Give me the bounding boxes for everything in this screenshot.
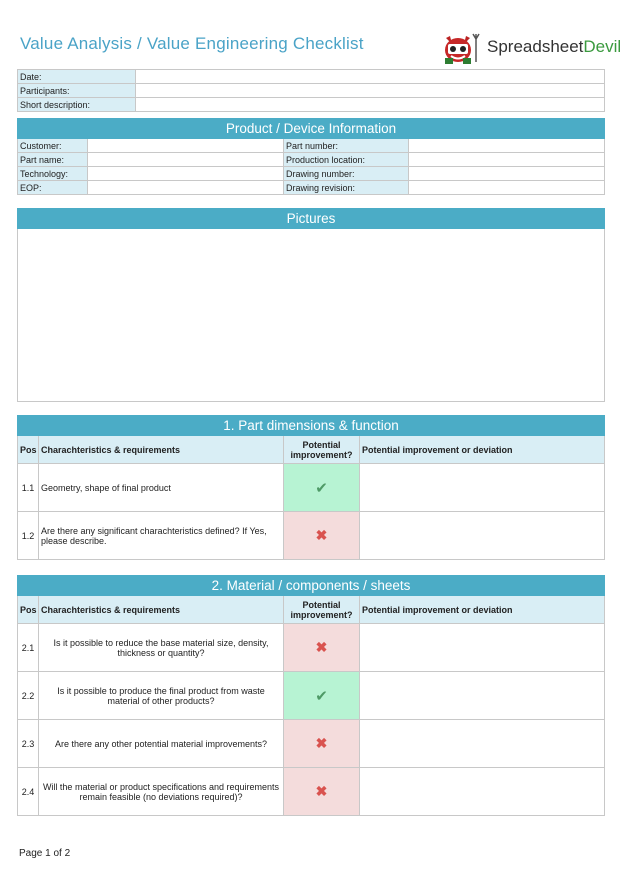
production-location-field[interactable] — [409, 153, 605, 167]
row-question: Is it possible to produce the final product from waste material of other products? — [39, 672, 284, 720]
logo-text — [487, 37, 621, 57]
devil-mascot-icon — [440, 30, 484, 66]
eop-field[interactable] — [88, 181, 284, 195]
section2-header: 2. Material / components / sheets — [18, 576, 605, 596]
drawing-revision-label: Drawing revision: — [284, 181, 409, 195]
row-question: Are there any other potential material improvements? — [39, 720, 284, 768]
logo-text-accent: Devil — [583, 37, 622, 56]
section1-header: 1. Part dimensions & function — [18, 416, 605, 436]
improvement-status-cell[interactable] — [284, 512, 360, 560]
section1-table — [17, 415, 605, 560]
deviation-field[interactable] — [360, 768, 605, 816]
customer-field[interactable] — [88, 139, 284, 153]
table-row — [18, 512, 605, 560]
row-question: Will the material or product specifications and requirements remain feasible (no deviations required)? — [39, 768, 284, 816]
deviation-field[interactable] — [360, 672, 605, 720]
drawing-revision-field[interactable] — [409, 181, 605, 195]
date-field[interactable] — [136, 70, 605, 84]
drawing-number-label: Drawing number: — [284, 167, 409, 181]
row-pos: 2.4 — [18, 768, 39, 816]
product-info-header: Product / Device Information — [18, 119, 605, 139]
table-row — [18, 672, 605, 720]
table-row — [18, 464, 605, 512]
row-question: Geometry, shape of final product — [39, 464, 284, 512]
row-pos: 2.2 — [18, 672, 39, 720]
participants-field[interactable] — [136, 84, 605, 98]
potential-column-header — [284, 436, 360, 464]
row-pos: 2.3 — [18, 720, 39, 768]
logo-text-main: Spreadsheet — [487, 37, 584, 56]
row-pos: 1.2 — [18, 512, 39, 560]
technology-field[interactable] — [88, 167, 284, 181]
checkmark-icon: ✔ — [315, 687, 328, 705]
deviation-column-header: Potential improvement or deviation — [360, 436, 605, 464]
improvement-status-cell[interactable] — [284, 768, 360, 816]
customer-label: Customer: — [18, 139, 88, 153]
table-row — [18, 720, 605, 768]
row-pos: 2.1 — [18, 624, 39, 672]
potential-header-line1: Potential — [302, 599, 341, 610]
general-info-table — [17, 69, 605, 112]
characteristics-column-header: Charachteristics & requirements — [39, 596, 284, 624]
cross-icon: ✖ — [315, 639, 328, 655]
section2-table — [17, 575, 605, 816]
table-row — [18, 624, 605, 672]
row-pos: 1.1 — [18, 464, 39, 512]
characteristics-column-header: Charachteristics & requirements — [39, 436, 284, 464]
potential-column-header — [284, 596, 360, 624]
pictures-area[interactable] — [18, 229, 605, 402]
cross-icon: ✖ — [315, 735, 328, 751]
table-row — [18, 768, 605, 816]
improvement-status-cell[interactable] — [284, 624, 360, 672]
production-location-label: Production location: — [284, 153, 409, 167]
pictures-header: Pictures — [18, 209, 605, 229]
part-number-label: Part number: — [284, 139, 409, 153]
product-info-table — [17, 118, 605, 195]
row-question: Is it possible to reduce the base material size, density, thickness or quantity? — [39, 624, 284, 672]
potential-header-line1: Potential — [302, 439, 341, 450]
pos-column-header: Pos — [18, 596, 39, 624]
deviation-field[interactable] — [360, 512, 605, 560]
deviation-column-header: Potential improvement or deviation — [360, 596, 605, 624]
pos-column-header: Pos — [18, 436, 39, 464]
participants-label: Participants: — [18, 84, 136, 98]
short-description-field[interactable] — [136, 98, 605, 112]
row-question: Are there any significant charachteristics defined? If Yes, please describe. — [39, 512, 284, 560]
deviation-field[interactable] — [360, 464, 605, 512]
cross-icon: ✖ — [315, 527, 328, 543]
short-description-label: Short description: — [18, 98, 136, 112]
potential-header-line2: improvement? — [290, 449, 353, 460]
improvement-status-cell[interactable] — [284, 464, 360, 512]
deviation-field[interactable] — [360, 624, 605, 672]
part-name-field[interactable] — [88, 153, 284, 167]
page-title: Value Analysis / Value Engineering Checklist — [20, 34, 364, 53]
deviation-field[interactable] — [360, 720, 605, 768]
cross-icon: ✖ — [315, 783, 328, 799]
part-number-field[interactable] — [409, 139, 605, 153]
improvement-status-cell[interactable] — [284, 672, 360, 720]
pictures-table — [17, 208, 605, 402]
checkmark-icon: ✔ — [315, 479, 328, 497]
part-name-label: Part name: — [18, 153, 88, 167]
eop-label: EOP: — [18, 181, 88, 195]
technology-label: Technology: — [18, 167, 88, 181]
potential-header-line2: improvement? — [290, 609, 353, 620]
drawing-number-field[interactable] — [409, 167, 605, 181]
improvement-status-cell[interactable] — [284, 720, 360, 768]
spreadsheetdevil-logo — [440, 30, 622, 66]
date-label: Date: — [18, 70, 136, 84]
page-number: Page 1 of 2 — [19, 848, 71, 859]
